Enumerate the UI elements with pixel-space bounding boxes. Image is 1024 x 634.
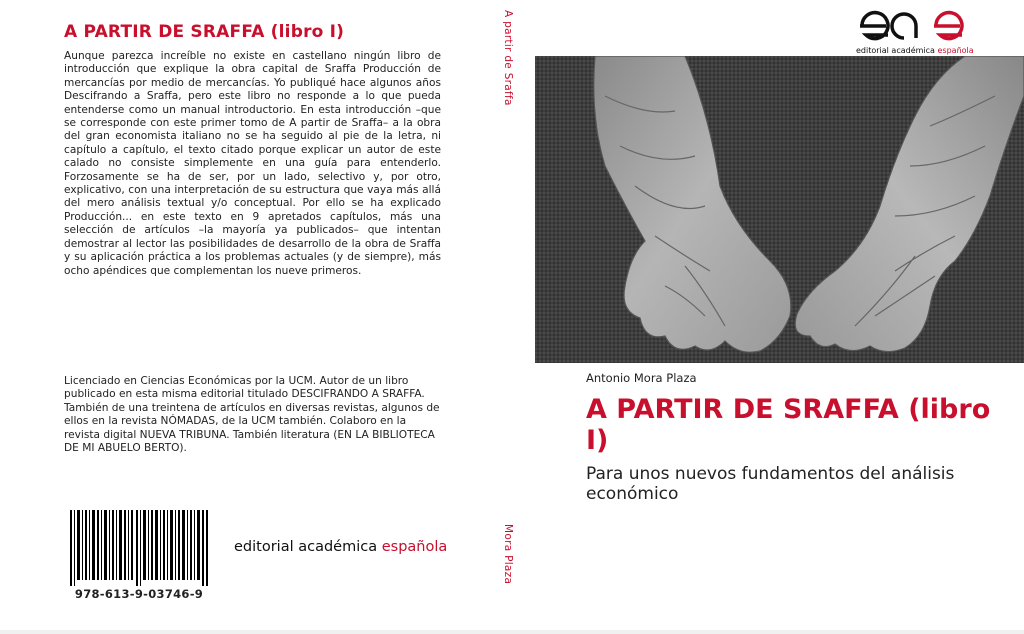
isbn-barcode (64, 510, 214, 600)
cover-author: Antonio Mora Plaza (586, 371, 697, 385)
hands-photo-icon (535, 56, 1024, 363)
publisher-name-accent: española (381, 539, 448, 555)
back-cover-title: A PARTIR DE SRAFFA (libro I) (64, 22, 345, 42)
cover-title: A PARTIR DE SRAFFA (libro I) (586, 394, 991, 456)
eae-logo-icon (856, 8, 968, 44)
spine-title: A partir de Sraffa (502, 10, 514, 106)
isbn-number: 978-613-9-03746-9 (74, 587, 204, 601)
barcode-icon (70, 510, 208, 586)
logo-text-accent: española (937, 46, 974, 55)
back-cover-blurb: Aunque parezca increíble no existe en castellano ningún libro de introducción que explique la obra capital de Sraffa Producción de mercancías por medio de mercancías. Yo publiqué hace algunos años Descifrando a Sraffa, pero este libro no responde a lo que pueda entenderse como un manual introductorio. En esta introducción –que se corresponde con este primer tomo de A partir de Sraffa– a la obra del gran economista italiano no se ha seguido al pie de la letra, ni capítulo a capítulo, el texto citado porque explicar un autor de este calado no consiste simplemente en una guía para entenderlo. Forzosamente se ha de ser, por un lado, selectivo y, por otro, explicativo, con una interpretación de su estructura que vaya más allá del mero análisis textual y/o conceptual. Por ello se ha explicado Producción... en este texto en 9 apretados capítulos, más una selección de artículos –la mayoría ya publicados– que intentan demostrar al lector las posibilidades de desarrollo de la obra de Sraffa y su aplicación práctica a los problemas actuales (y de siempre), más ocho apéndices que complementan los nueve primeros. (64, 50, 441, 277)
spine-author: Mora Plaza (502, 524, 514, 585)
logo-text (856, 46, 974, 55)
publisher-name-back (234, 539, 447, 555)
logo-text-main: editorial académica (856, 46, 938, 55)
cover-photo-hands (535, 56, 1024, 363)
cover-subtitle: Para unos nuevos fundamentos del análisis económico (586, 464, 955, 504)
author-bio: Licenciado en Ciencias Económicas por la UCM. Autor de un libro publicado en esta misma editorial titulado DESCIFRANDO A SRAFFA. También de una treintena de artículos en diversas revistas, algunos de ellos en la revista NÓMADAS, de la UCM también. Colaboro en la revista digital NUEVA TRIBUNA. También literatura (EN LA BIBLIOTECA DE MI ABUELO BERTO). (64, 375, 440, 455)
publisher-name-main: editorial académica (234, 539, 382, 555)
bottom-divider (0, 630, 1024, 634)
publisher-logo (856, 8, 974, 58)
